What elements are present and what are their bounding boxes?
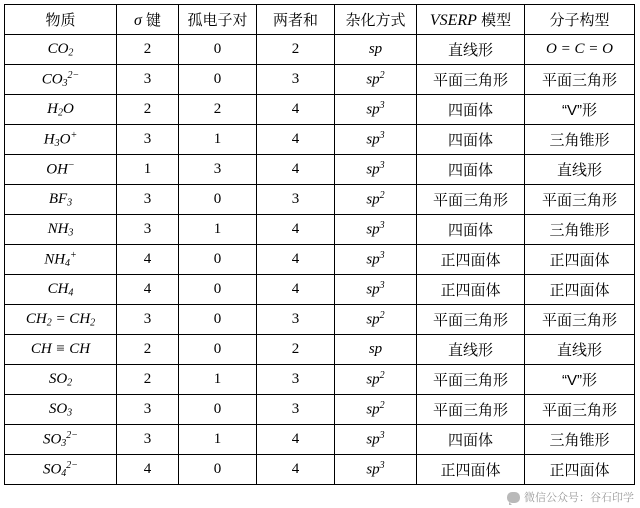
cell-hybridization: $sp^2$ [335, 305, 417, 335]
cell-hybridization: $sp^3$ [335, 125, 417, 155]
cell-sigma-bonds: 2 [117, 335, 179, 365]
cell-vserp-model: 四面体 [417, 125, 525, 155]
cell-vserp-model: 四面体 [417, 425, 525, 455]
cell-sigma-bonds: 2 [117, 35, 179, 65]
cell-molecular-geometry: 正四面体 [525, 275, 635, 305]
cell-hybridization: $sp^3$ [335, 215, 417, 245]
cell-lone-pairs: 0 [179, 395, 257, 425]
cell-hybridization: $sp^3$ [335, 275, 417, 305]
cell-molecular-geometry: 平面三角形 [525, 185, 635, 215]
cell-sigma-bonds: 3 [117, 215, 179, 245]
cell-molecular-geometry: 平面三角形 [525, 305, 635, 335]
cell-sum: 2 [257, 335, 335, 365]
cell-molecular-geometry: 平面三角形 [525, 65, 635, 95]
cell-lone-pairs: 1 [179, 125, 257, 155]
table-row [5, 185, 635, 215]
table-header [5, 5, 635, 35]
table-row [5, 95, 635, 125]
cell-sum: 4 [257, 455, 335, 485]
cell-substance: CH ≡ CH [5, 335, 117, 365]
cell-sum: 3 [257, 185, 335, 215]
cell-substance: $H_3O^+$ [5, 125, 117, 155]
header-sum: 两者和 [257, 5, 335, 35]
header-molecular-geometry: 分子构型 [525, 5, 635, 35]
table-row [5, 215, 635, 245]
cell-lone-pairs: 0 [179, 455, 257, 485]
cell-lone-pairs: 1 [179, 365, 257, 395]
cell-substance: $SO_3^{2-}$ [5, 425, 117, 455]
table-row [5, 395, 635, 425]
cell-molecular-geometry: 三角锥形 [525, 215, 635, 245]
table-row [5, 425, 635, 455]
cell-vserp-model: 正四面体 [417, 455, 525, 485]
cell-vserp-model: 平面三角形 [417, 65, 525, 95]
cell-substance: $NH_4^+$ [5, 245, 117, 275]
cell-vserp-model: 正四面体 [417, 275, 525, 305]
cell-sigma-bonds: 3 [117, 305, 179, 335]
cell-vserp-model: 直线形 [417, 335, 525, 365]
cell-sum: 4 [257, 155, 335, 185]
cell-sum: 3 [257, 65, 335, 95]
table-row [5, 365, 635, 395]
cell-sum: 2 [257, 35, 335, 65]
bonding-summary-table [4, 4, 635, 485]
cell-vserp-model: 正四面体 [417, 245, 525, 275]
cell-molecular-geometry: 正四面体 [525, 455, 635, 485]
table-row [5, 275, 635, 305]
cell-hybridization: $sp^3$ [335, 245, 417, 275]
cell-vserp-model: 四面体 [417, 155, 525, 185]
table-row [5, 455, 635, 485]
cell-sum: 4 [257, 425, 335, 455]
cell-lone-pairs: 0 [179, 275, 257, 305]
cell-molecular-geometry: 平面三角形 [525, 395, 635, 425]
cell-lone-pairs: 0 [179, 245, 257, 275]
cell-lone-pairs: 0 [179, 35, 257, 65]
table-row [5, 155, 635, 185]
cell-vserp-model: 平面三角形 [417, 305, 525, 335]
cell-substance: $SO_3$ [5, 395, 117, 425]
cell-lone-pairs: 0 [179, 305, 257, 335]
cell-hybridization: $sp^2$ [335, 65, 417, 95]
cell-sum: 4 [257, 125, 335, 155]
cell-substance: $CH_4$ [5, 275, 117, 305]
cell-sigma-bonds: 3 [117, 185, 179, 215]
cell-hybridization: $sp^2$ [335, 185, 417, 215]
table-row [5, 245, 635, 275]
header-sigma-bonds: σ 键 [117, 5, 179, 35]
cell-vserp-model: 四面体 [417, 95, 525, 125]
cell-sum: 4 [257, 275, 335, 305]
cell-vserp-model: 直线形 [417, 35, 525, 65]
cell-molecular-geometry: “V”形 [525, 365, 635, 395]
cell-substance: $CH_2 = CH_2$ [5, 305, 117, 335]
cell-lone-pairs: 0 [179, 335, 257, 365]
wechat-icon [507, 492, 520, 503]
header-lone-pairs: 孤电子对 [179, 5, 257, 35]
table-row [5, 335, 635, 365]
footer-credit [507, 489, 634, 505]
cell-sum: 3 [257, 395, 335, 425]
header-row [5, 5, 635, 35]
cell-sigma-bonds: 3 [117, 125, 179, 155]
table-body [5, 35, 635, 485]
header-hybridization: 杂化方式 [335, 5, 417, 35]
table-row [5, 35, 635, 65]
cell-vserp-model: 平面三角形 [417, 185, 525, 215]
cell-hybridization: $sp^3$ [335, 95, 417, 125]
cell-molecular-geometry: 正四面体 [525, 245, 635, 275]
cell-sum: 4 [257, 95, 335, 125]
cell-substance: $NH_3$ [5, 215, 117, 245]
cell-lone-pairs: 1 [179, 425, 257, 455]
cell-substance: $H_2O$ [5, 95, 117, 125]
cell-sum: 3 [257, 305, 335, 335]
cell-hybridization: $sp^2$ [335, 365, 417, 395]
cell-lone-pairs: 1 [179, 215, 257, 245]
cell-molecular-geometry: 三角锥形 [525, 125, 635, 155]
cell-vserp-model: 平面三角形 [417, 365, 525, 395]
cell-sigma-bonds: 3 [117, 395, 179, 425]
cell-molecular-geometry: “V”形 [525, 95, 635, 125]
cell-hybridization: $sp^3$ [335, 425, 417, 455]
cell-sigma-bonds: 3 [117, 425, 179, 455]
cell-substance: $SO_4^{2-}$ [5, 455, 117, 485]
cell-lone-pairs: 0 [179, 185, 257, 215]
cell-molecular-geometry: 直线形 [525, 155, 635, 185]
table-row [5, 65, 635, 95]
cell-substance: OH− [5, 155, 117, 185]
cell-vserp-model: 平面三角形 [417, 395, 525, 425]
cell-vserp-model: 四面体 [417, 215, 525, 245]
cell-sigma-bonds: 2 [117, 95, 179, 125]
cell-sum: 4 [257, 215, 335, 245]
cell-lone-pairs: 0 [179, 65, 257, 95]
cell-lone-pairs: 3 [179, 155, 257, 185]
cell-hybridization: sp [335, 335, 417, 365]
cell-substance: $SO_2$ [5, 365, 117, 395]
cell-sigma-bonds: 4 [117, 275, 179, 305]
cell-sigma-bonds: 4 [117, 455, 179, 485]
cell-hybridization: $sp^3$ [335, 455, 417, 485]
table-row [5, 305, 635, 335]
cell-substance: $BF_3$ [5, 185, 117, 215]
cell-sigma-bonds: 2 [117, 365, 179, 395]
cell-sigma-bonds: 3 [117, 65, 179, 95]
cell-hybridization: $sp^3$ [335, 155, 417, 185]
cell-sum: 4 [257, 245, 335, 275]
header-substance: 物质 [5, 5, 117, 35]
footer-credit-label: 微信公众号：谷石印学 [524, 492, 634, 504]
cell-substance: $CO_3^{2-}$ [5, 65, 117, 95]
cell-molecular-geometry: O = C = O [525, 35, 635, 65]
header-vserp-model: VSERP 模型 [417, 5, 525, 35]
cell-substance: $CO_2$ [5, 35, 117, 65]
cell-sigma-bonds: 4 [117, 245, 179, 275]
cell-sum: 3 [257, 365, 335, 395]
cell-hybridization: $sp^2$ [335, 395, 417, 425]
cell-molecular-geometry: 直线形 [525, 335, 635, 365]
cell-molecular-geometry: 三角锥形 [525, 425, 635, 455]
table-row [5, 125, 635, 155]
cell-sigma-bonds: 1 [117, 155, 179, 185]
cell-hybridization: sp [335, 35, 417, 65]
cell-lone-pairs: 2 [179, 95, 257, 125]
